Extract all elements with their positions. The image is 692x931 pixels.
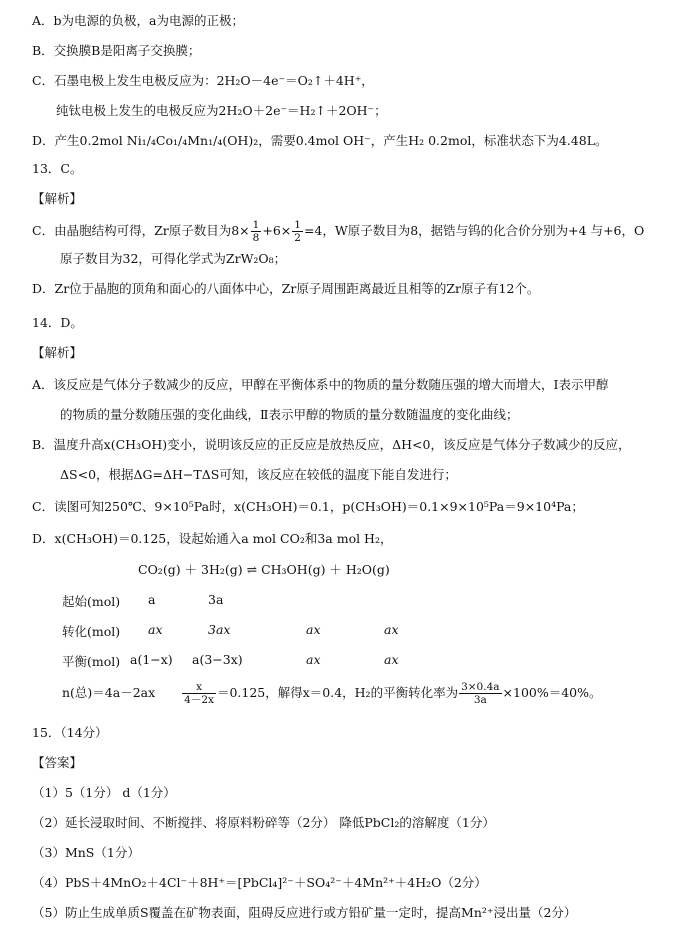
- q15-item-2: （2）延长浸取时间、不断搅拌、将原料粉碎等（2分） 降低PbCl₂的溶解度（1分）: [32, 815, 495, 830]
- q13-fraction-1-2: [292, 219, 303, 244]
- q14-option-b-line2: ΔS<0，根据ΔG=ΔH−TΔS可知，该反应在较低的温度下能自发进行；: [60, 467, 457, 482]
- cell-h2o: ax: [384, 652, 399, 667]
- total-prefix: n(总)＝4a－2ax: [62, 685, 156, 700]
- q15-item-3: （3）MnS（1分）: [32, 845, 140, 860]
- q12-option-c-line1: C．石墨电极上发生电极反应为：2H₂O－4e⁻＝O₂↑＋4H⁺，: [32, 73, 374, 88]
- row-label: 平衡(mol): [62, 654, 121, 669]
- q12-option-a: A．b为电源的负极，a为电源的正极；: [32, 13, 244, 28]
- cell-ch3oh: ax: [306, 622, 321, 637]
- q14-analysis-label: 【解析】: [32, 345, 83, 360]
- q14-option-b-line1: B．温度升高x(CH₃OH)变小，说明该反应的正反应是放热反应，ΔH<0，该反应是气体分子数减少的反应，: [32, 437, 631, 452]
- frac-denominator: 2: [294, 232, 301, 244]
- total-mid: ＝0.125，解得x＝0.4，H₂的平衡转化率为: [216, 685, 459, 700]
- frac-numerator: 1: [294, 219, 301, 231]
- q14-option-d: D．x(CH₃OH)＝0.125，设起始通入a mol CO₂和3a mol H₂，: [32, 531, 393, 546]
- q15-item-1: （1）5（1分） d（1分）: [32, 785, 176, 800]
- row-label: 起始(mol): [62, 594, 121, 609]
- mole-fraction: [182, 681, 216, 706]
- q12-option-b: B．交换膜B是阳离子交换膜；: [32, 43, 201, 58]
- q13-fraction-1-8: [251, 219, 262, 244]
- frac-denominator: 4－2x: [184, 694, 214, 706]
- cell-co2: a(1−x): [130, 652, 173, 667]
- total-suffix: ×100%＝40%。: [502, 685, 602, 700]
- q14-option-a-line2: 的物质的量分数随压强的变化曲线，Ⅱ表示甲醇的物质的量分数随温度的变化曲线；: [60, 407, 519, 422]
- cell-co2: ax: [148, 622, 163, 637]
- cell-co2: a: [148, 592, 156, 607]
- q13-c-suffix: =4，W原子数目为8，据锆与钨的化合价分别为+4 与+6，O: [303, 223, 645, 238]
- q13-analysis-label: 【解析】: [32, 191, 83, 206]
- q15-item-4: （4）PbS＋4MnO₂＋4Cl⁻＋8H⁺＝[PbCl₄]²⁻＋SO₄²⁻＋4Mn²⁺＋4H₂O（2分）: [32, 875, 487, 890]
- conversion-fraction: [459, 681, 501, 706]
- q14-answer: 14．D。: [32, 315, 83, 330]
- frac-denominator: 3a: [473, 694, 487, 706]
- frac-numerator: 3×0.4a: [461, 681, 500, 693]
- q14-option-a-line1: A．该反应是气体分子数减少的反应，甲醇在平衡体系中的物质的量分数随压强的增大而增大，Ⅰ表示甲醇: [32, 377, 609, 392]
- q14-option-c: C．读图可知250℃、9×10⁵Pa时，x(CH₃OH)＝0.1，p(CH₃OH)＝0.1×9×10⁵Pa＝9×10⁴Pa；: [32, 499, 584, 514]
- q13-c-prefix: C．由晶胞结构可得，Zr原子数目为8×: [32, 223, 250, 238]
- q13-option-c-line2: 原子数目为32，可得化学式为ZrW₂O₈；: [60, 251, 287, 266]
- frac-numerator: 1: [252, 219, 260, 231]
- frac-denominator: 8: [252, 232, 260, 244]
- q13-option-c-line1: [32, 218, 644, 244]
- cell-h2: 3a: [208, 592, 224, 607]
- q13-c-mid: +6×: [262, 223, 292, 238]
- q15-item-5: （5）防止生成单质S覆盖在矿物表面，阻碍反应进行或方铅矿量一定时，提高Mn²⁺浸出量（2分）: [32, 905, 577, 920]
- cell-ch3oh: ax: [306, 652, 321, 667]
- cell-h2o: ax: [384, 622, 399, 637]
- cell-h2: 3ax: [208, 622, 231, 637]
- frac-numerator: x: [182, 681, 216, 694]
- q13-option-d: D．Zr位于晶胞的顶角和面心的八面体中心，Zr原子周围距离最近且相等的Zr原子有12个。: [32, 281, 540, 296]
- q13-answer: 13．C。: [32, 161, 83, 176]
- q15-answer-label: 【答案】: [32, 755, 83, 770]
- q12-option-c-line2: 纯钛电极上发生的电极反应为2H₂O＋2e⁻＝H₂↑＋2OH⁻；: [56, 103, 387, 118]
- q14-reaction-equation: CO₂(g) ＋ 3H₂(g) ⇌ CH₃OH(g) ＋ H₂O(g): [138, 562, 390, 577]
- q14-total-moles-line: [62, 678, 602, 708]
- q15-heading: 15．（14分）: [32, 725, 108, 740]
- q12-option-d: D．产生0.2mol Ni₁/₄Co₁/₄Mn₁/₄(OH)₂，需要0.4mol OH⁻，产生H₂ 0.2mol，标准状态下为4.48L。: [32, 133, 608, 148]
- cell-h2: a(3−3x): [192, 652, 243, 667]
- row-label: 转化(mol): [62, 624, 121, 639]
